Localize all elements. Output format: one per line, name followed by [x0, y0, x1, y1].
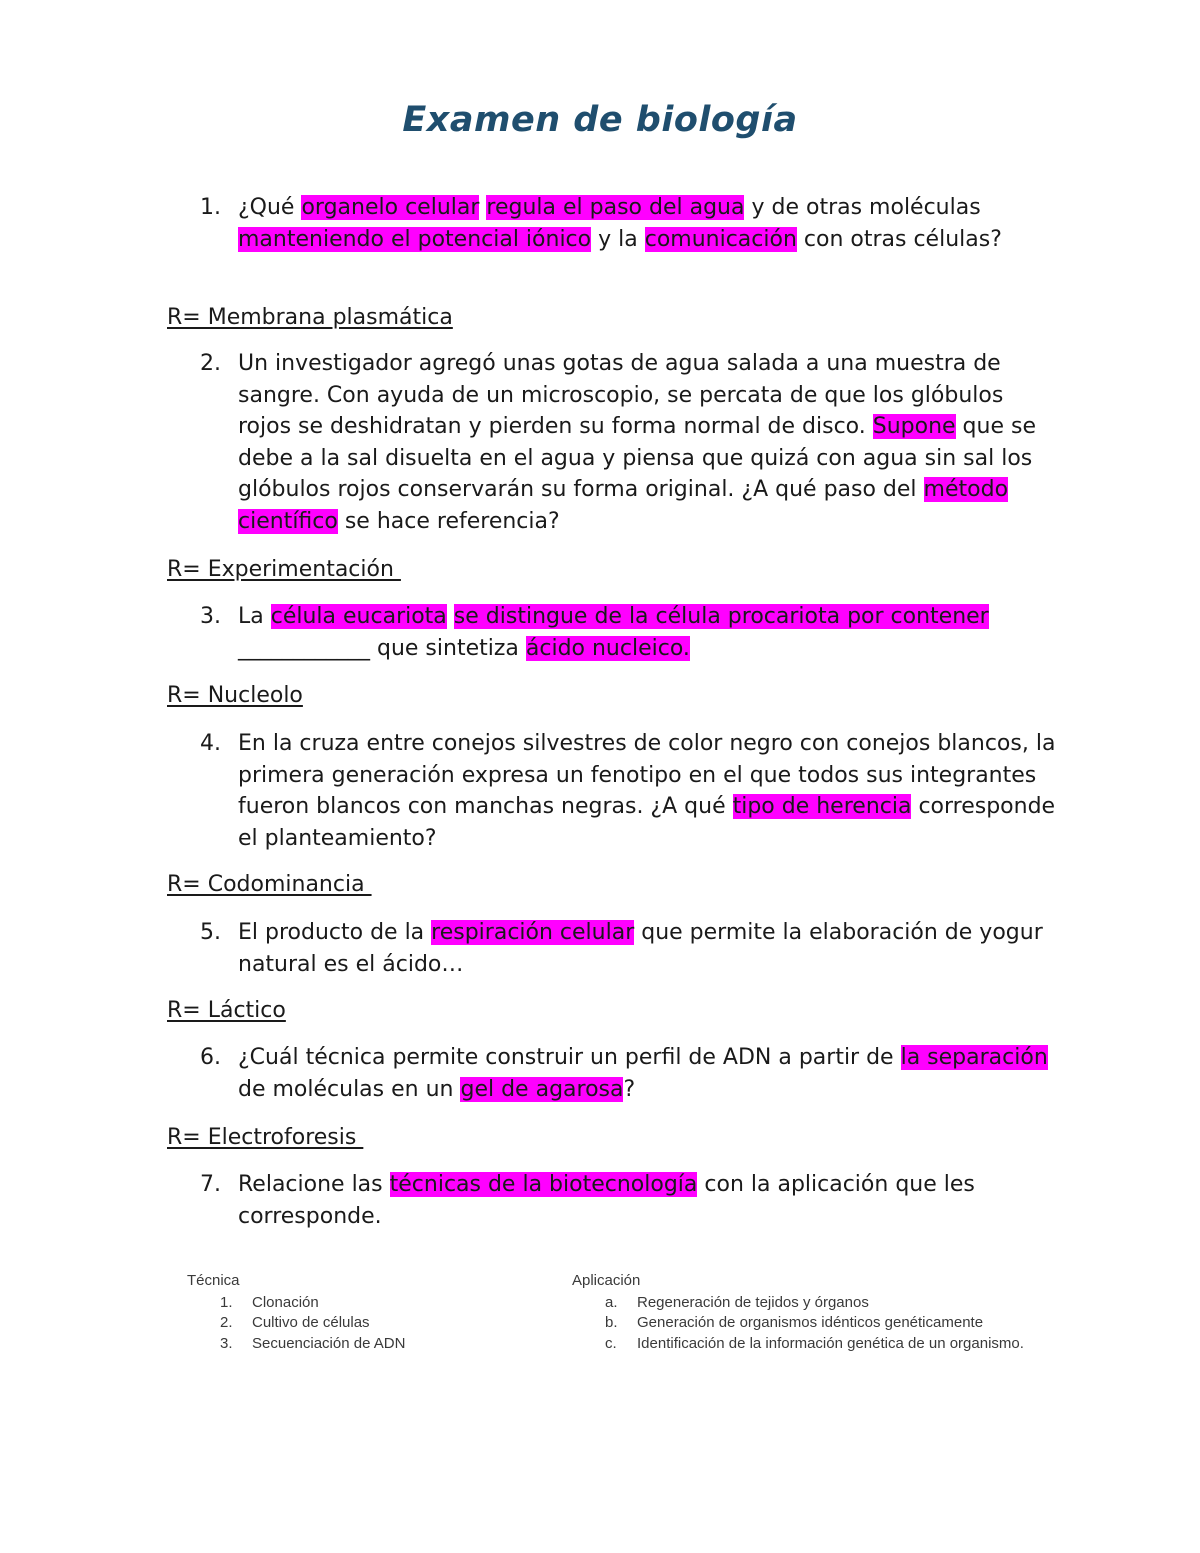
- highlighted-phrase: célula eucariota: [270, 604, 447, 629]
- technique-header: Técnica: [187, 1272, 240, 1289]
- text-segment: que se debe a la sal disuelta en el agua y piensa que quizá con agua sin sal los glóbulos rojos conservarán su forma original. ¿A qué paso del: [238, 414, 1036, 502]
- technique-marker: 1.: [220, 1294, 233, 1311]
- question-7: [200, 1169, 1060, 1232]
- text-segment: con otras células?: [796, 226, 1002, 252]
- question-text: [238, 1169, 1060, 1232]
- question-number: 5.: [200, 920, 221, 945]
- technique-text: Clonación: [252, 1294, 319, 1311]
- text-segment: ¿Qué: [238, 195, 302, 220]
- text-segment: y de otras moléculas: [744, 195, 981, 220]
- text-segment: El producto de la: [238, 920, 432, 945]
- highlighted-phrase: tipo de herencia: [732, 794, 912, 819]
- highlighted-phrase: técnicas de la biotecnología: [389, 1172, 698, 1197]
- question-text: [238, 192, 1060, 255]
- answer-3: R= Nucleolo: [167, 683, 303, 708]
- text-segment: ____________ que sintetiza: [238, 635, 526, 661]
- application-marker: c.: [605, 1335, 617, 1352]
- question-number: 7.: [200, 1172, 221, 1197]
- question-3: [200, 601, 1060, 664]
- text-segment: corresponde el planteamiento?: [238, 794, 1056, 851]
- text-segment: ¿Cuál técnica permite construir un perfil de ADN a partir de: [238, 1045, 901, 1070]
- text-segment: se hace referencia?: [337, 508, 560, 534]
- text-segment: que permite la elaboración de yogur natural es el ácido…: [238, 920, 1043, 977]
- question-number: 2.: [200, 351, 221, 376]
- technique-marker: 2.: [220, 1314, 233, 1331]
- text-segment: [447, 604, 454, 629]
- highlighted-phrase: ácido nucleico.: [525, 635, 690, 661]
- technique-text: Cultivo de células: [252, 1314, 370, 1331]
- technique-column: [187, 1272, 527, 1362]
- highlighted-phrase: se distingue de la célula procariota por contener: [453, 604, 989, 629]
- text-segment: de moléculas en un: [238, 1076, 461, 1102]
- text-segment: ?: [623, 1076, 636, 1102]
- highlighted-phrase: regula el paso del agua: [486, 195, 745, 220]
- highlighted-phrase: la separación: [900, 1045, 1048, 1070]
- highlighted-phrase: gel de agarosa: [460, 1076, 624, 1102]
- answer-6: R= Electroforesis: [167, 1125, 364, 1150]
- highlighted-phrase: manteniendo el potencial iónico: [238, 226, 592, 252]
- question-number: 4.: [200, 731, 221, 756]
- question-1: [200, 192, 1060, 255]
- text-segment: Relacione las: [238, 1172, 390, 1197]
- technique-marker: 3.: [220, 1335, 233, 1352]
- technique-text: Secuenciación de ADN: [252, 1335, 406, 1352]
- question-text: [238, 1042, 1060, 1105]
- application-column: [572, 1272, 1052, 1362]
- highlighted-phrase: respiración celular: [431, 920, 635, 945]
- text-segment: Un investigador agregó unas gotas de agua salada a una muestra de sangre. Con ayuda de un microscopio, se percata de que los glóbulos rojos se deshidratan y pierden su forma normal de disco.: [238, 351, 1004, 439]
- application-text: Regeneración de tejidos y órganos: [637, 1294, 869, 1311]
- application-marker: b.: [605, 1314, 618, 1331]
- question-text: [238, 601, 1060, 664]
- application-text: Generación de organismos idénticos genéticamente: [637, 1314, 984, 1331]
- page-title: Examen de biología: [402, 100, 798, 140]
- application-header: Aplicación: [572, 1272, 641, 1289]
- highlighted-phrase: comunicación: [644, 226, 797, 252]
- question-number: 6.: [200, 1045, 221, 1070]
- application-marker: a.: [605, 1294, 618, 1311]
- answer-2: R= Experimentación: [167, 557, 401, 582]
- answer-5: R= Láctico: [167, 998, 286, 1023]
- text-segment: En la cruza entre conejos silvestres de color negro con conejos blancos, la primera generación expresa un fenotipo en el que todos sus integrantes fueron blancos con manchas negras. ¿A qué: [238, 731, 1056, 819]
- question-number: 1.: [200, 195, 221, 220]
- answer-1: R= Membrana plasmática: [167, 305, 453, 330]
- question-text: [238, 348, 1060, 537]
- question-5: [200, 917, 1060, 980]
- highlighted-phrase: Supone: [872, 414, 956, 439]
- highlighted-phrase: método científico: [238, 477, 1009, 534]
- question-6: [200, 1042, 1060, 1105]
- text-segment: La: [238, 604, 271, 629]
- question-text: [238, 728, 1060, 854]
- answer-4: R= Codominancia: [167, 872, 372, 897]
- question-2: [200, 348, 1060, 537]
- question-text: [238, 917, 1060, 980]
- question-number: 3.: [200, 604, 221, 629]
- highlighted-phrase: organelo celular: [301, 195, 480, 220]
- text-segment: y la: [591, 226, 645, 252]
- question-4: [200, 728, 1060, 854]
- application-text: Identificación de la información genética de un organismo.: [637, 1335, 1024, 1352]
- text-segment: con la aplicación que les corresponde.: [238, 1172, 975, 1229]
